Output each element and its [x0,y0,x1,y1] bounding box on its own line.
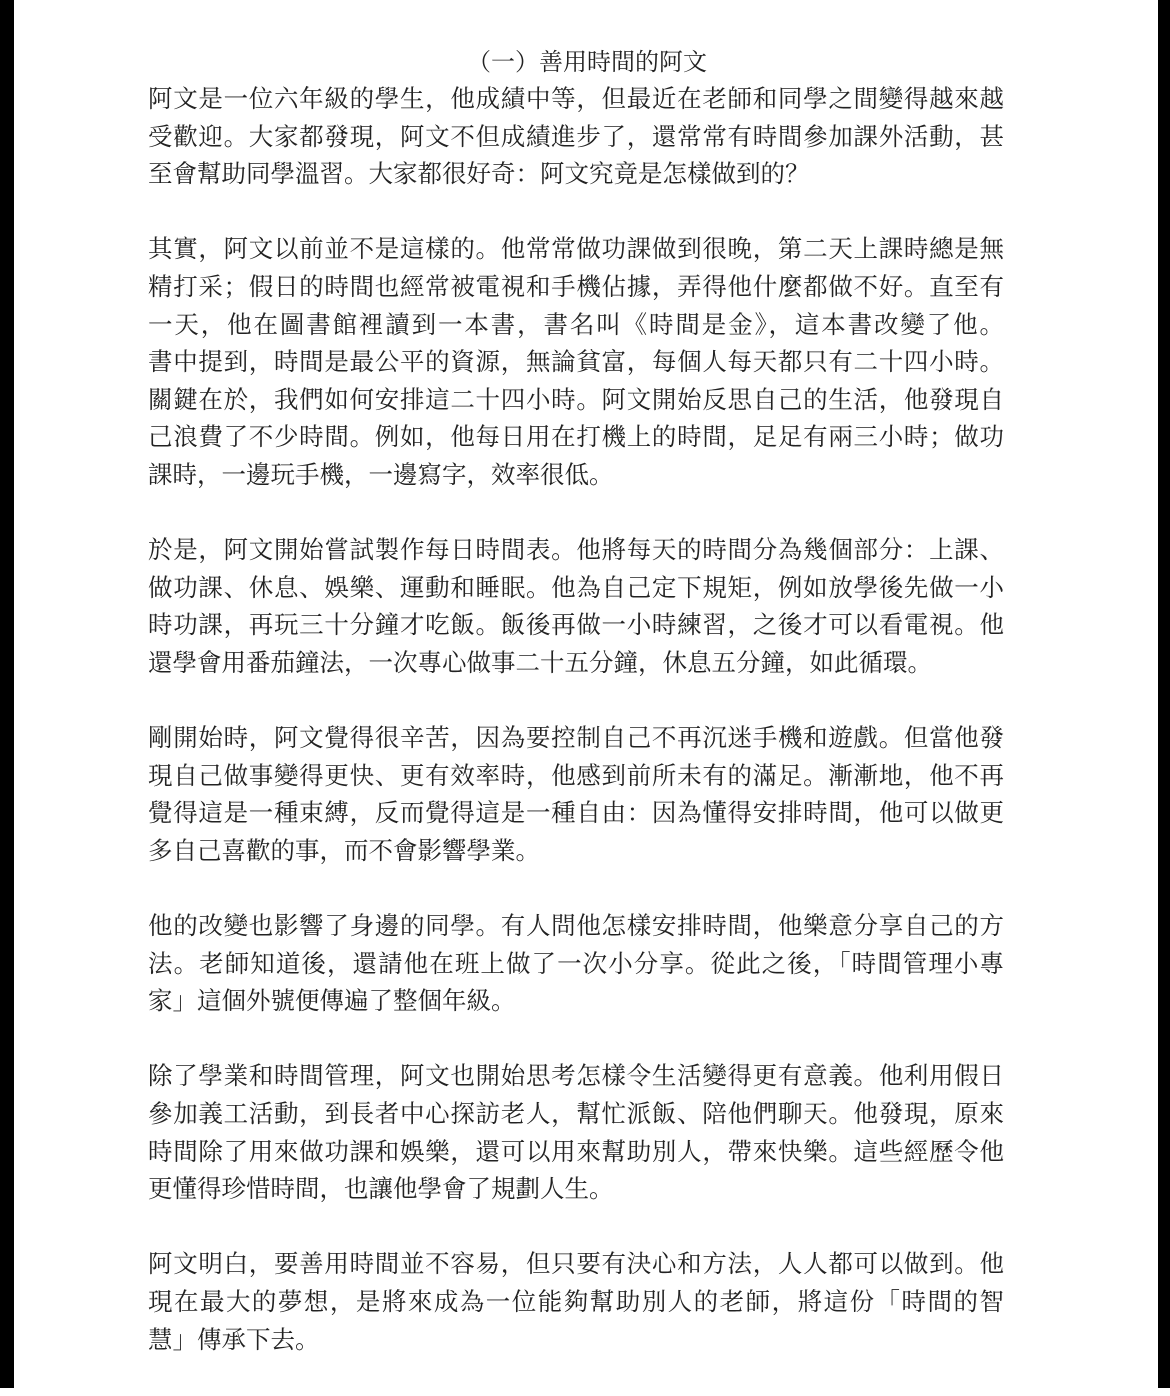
paragraph-line: 做功課、休息、娛樂、運動和睡眠。他為自己定下規矩，例如放學後先做一小 [148,572,1004,602]
paragraph-line: 時功課，再玩三十分鐘才吃飯。飯後再做一小時練習，之後才可以看電視。他 [148,610,1004,640]
paragraph [148,230,1004,493]
paragraph-line: 現在最大的夢想，是將來成為一位能夠幫助別人的老師，將這份「時間的智 [148,1287,1004,1316]
paragraph-line: 阿文是一位六年級的學生，他成績中等，但最近在老師和同學之間變得越來越 [148,84,1004,113]
paragraph-line: 剛開始時，阿文覺得很辛苦，因為要控制自己不再沉迷手機和遊戲。但當他發 [148,723,1004,753]
paragraph-line: 己浪費了不少時間。例如，他每日用在打機上的時間，足足有兩三小時；做功 [148,422,1004,452]
paragraph-line: 一天，他在圖書館裡讀到一本書，書名叫《時間是金》，這本書改變了他。 [148,309,1004,339]
paragraph [148,531,1004,681]
paragraph-line: 法。老師知道後，還請他在班上做了一次小分享。從此之後，「時間管理小專 [148,948,1004,978]
left-screen-edge [0,0,14,1388]
paragraph-line: 精打采；假日的時間也經常被電視和手機佔據，弄得他什麼都做不好。直至有 [148,271,1004,301]
paragraph-line: 阿文明白，要善用時間並不容易，但只要有決心和方法，人人都可以做到。他 [148,1249,1004,1279]
paragraph-line: 更懂得珍惜時間，也讓他學會了規劃人生。 [148,1174,614,1204]
paragraph [148,1245,1004,1358]
document-body [148,80,1004,1358]
paragraph-line: 至會幫助同學溫習。大家都很好奇：阿文究竟是怎樣做到的？ [148,159,810,189]
paragraph [148,1057,1004,1207]
paragraph-line: 多自己喜歡的事，而不會影響學業。 [148,835,540,865]
paragraph [148,719,1004,869]
paragraph-line: 關鍵在於，我們如何安排這二十四小時。阿文開始反思自己的生活，他發現自 [148,384,1004,414]
paragraph-line: 除了學業和時間管理，阿文也開始思考怎樣令生活變得更有意義。他利用假日 [148,1061,1004,1091]
paragraph-line: 慧」傳承下去。 [148,1324,320,1354]
paragraph-line: 其實，阿文以前並不是這樣的。他常常做功課做到很晚，第二天上課時總是無 [148,234,1004,264]
paragraph-line: 參加義工活動，到長者中心探訪老人，幫忙派飯、陪他們聊天。他發現，原來 [148,1099,1004,1129]
paragraph [148,80,1004,193]
document-title: （一）善用時間的阿文 [467,48,707,76]
right-screen-edge [1158,0,1170,1388]
paragraph-line: 家」這個外號便傳遍了整個年級。 [148,986,516,1016]
paragraph-line: 還學會用番茄鐘法，一次專心做事二十五分鐘，休息五分鐘，如此循環。 [148,647,932,677]
paragraph [148,907,1004,1020]
document-page [148,44,1004,1396]
paragraph-line: 受歡迎。大家都發現，阿文不但成績進步了，還常常有時間參加課外活動，甚 [148,121,1004,151]
paragraph-line: 他的改變也影響了身邊的同學。有人問他怎樣安排時間，他樂意分享自己的方 [148,911,1004,941]
paragraph-line: 覺得這是一種束縛，反而覺得這是一種自由：因為懂得安排時間，他可以做更 [148,798,1004,828]
paragraph-line: 課時，一邊玩手機，一邊寫字，效率很低。 [148,459,614,489]
paragraph-line: 於是，阿文開始嘗試製作每日時間表。他將每天的時間分為幾個部分：上課、 [148,535,1004,565]
paragraph-line: 現自己做事變得更快、更有效率時，他感到前所未有的滿足。漸漸地，他不再 [148,760,1004,790]
paragraph-line: 時間除了用來做功課和娛樂，還可以用來幫助別人，帶來快樂。這些經歷令他 [148,1136,1004,1166]
paragraph-line: 書中提到，時間是最公平的資源，無論貧富，每個人每天都只有二十四小時。 [148,347,1004,377]
